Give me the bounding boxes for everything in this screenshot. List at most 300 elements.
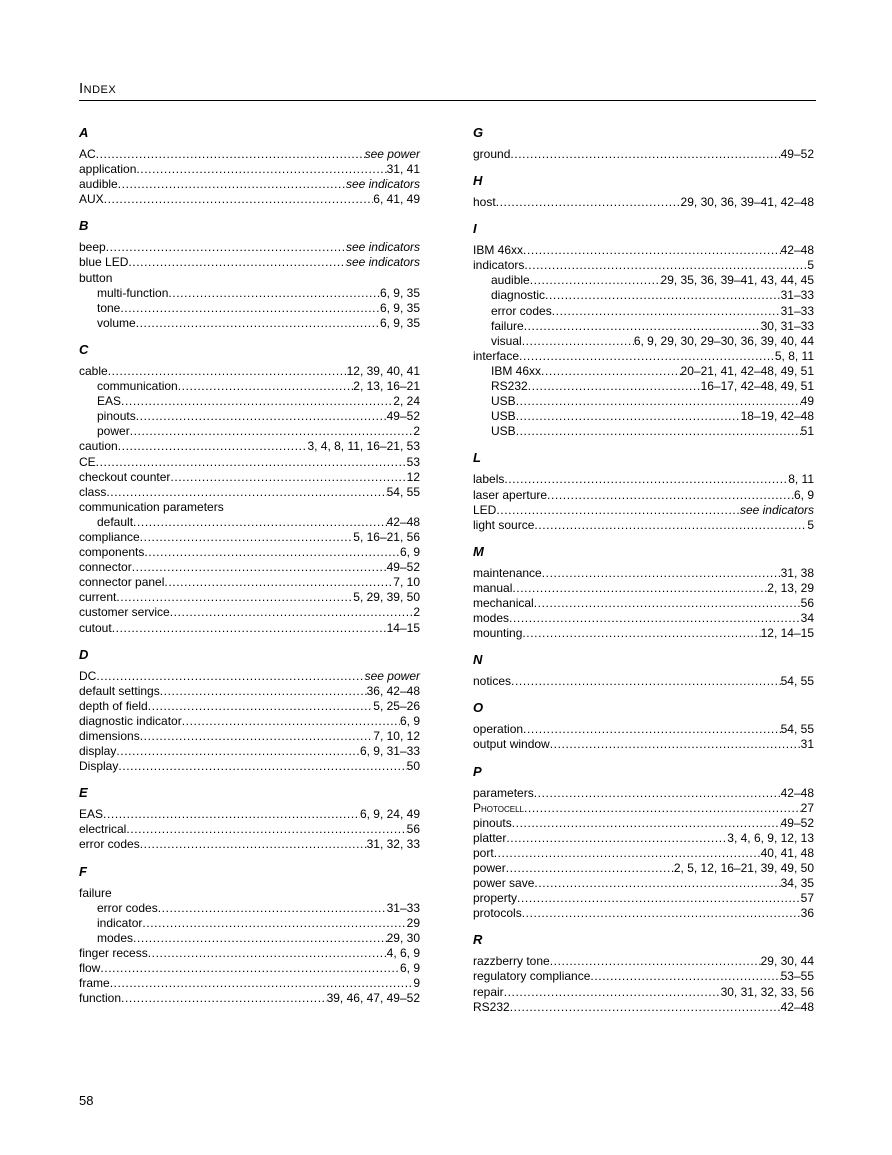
index-pages: see power <box>364 668 420 683</box>
dot-leader <box>534 518 807 533</box>
dot-leader <box>170 470 406 485</box>
index-entry <box>79 605 420 620</box>
index-term: manual <box>473 580 513 595</box>
index-entry <box>473 891 814 906</box>
dot-leader <box>590 969 780 984</box>
index-pages: see power <box>364 147 420 161</box>
index-pages: 2 <box>413 605 420 620</box>
index-term: mechanical <box>473 595 534 610</box>
index-term: USB <box>491 424 516 439</box>
index-entry <box>79 590 420 605</box>
index-section-b <box>79 216 420 331</box>
index-section-e <box>79 783 420 852</box>
index-term: maintenance <box>473 565 542 580</box>
dot-leader <box>128 255 346 270</box>
index-pages: 12, 14–15 <box>760 626 814 641</box>
dot-leader <box>516 409 741 424</box>
dot-leader <box>524 319 761 334</box>
dot-leader <box>534 786 781 801</box>
index-pages: 31 <box>800 737 814 752</box>
index-section-r <box>473 930 814 1014</box>
index-pages: 36, 42–48 <box>366 683 420 698</box>
index-term: volume <box>97 315 136 330</box>
index-entry <box>79 684 420 699</box>
index-term: LED <box>473 502 497 517</box>
index-entry <box>473 503 814 518</box>
index-pages: 49 <box>800 394 814 409</box>
dot-leader <box>524 258 807 273</box>
index-subentry <box>79 931 420 946</box>
dot-leader <box>516 424 801 439</box>
index-pages: 54, 55 <box>780 722 814 737</box>
index-section-g <box>473 123 814 162</box>
index-entry <box>79 729 420 744</box>
dot-leader <box>118 439 308 454</box>
index-entry <box>79 621 420 636</box>
index-section-p <box>473 762 814 922</box>
index-subentry <box>79 916 420 931</box>
index-term: components <box>79 545 145 560</box>
section-letter: G <box>473 125 484 140</box>
index-subentry <box>473 319 814 334</box>
index-term: IBM 46xx <box>473 243 524 258</box>
dot-leader <box>106 240 346 255</box>
index-pages: 50 <box>406 759 420 774</box>
index-term: blue LED <box>79 255 129 270</box>
dot-leader <box>116 744 360 759</box>
index-entry <box>79 455 420 470</box>
index-column-right <box>473 123 814 1024</box>
index-term: connector <box>79 560 132 575</box>
index-term: diagnostic <box>491 288 546 303</box>
index-section-d <box>79 645 420 775</box>
index-pages: 5, 25–26 <box>373 698 420 713</box>
index-entry <box>79 807 420 822</box>
index-pages: 7, 10, 12 <box>373 729 420 743</box>
index-pages: 27 <box>800 800 814 815</box>
index-term: Display <box>79 759 119 774</box>
dot-leader <box>158 901 387 916</box>
index-pages: 42–48 <box>386 514 420 529</box>
index-entry <box>79 837 420 852</box>
index-term: platter <box>473 830 507 845</box>
dot-leader <box>496 195 681 210</box>
index-pages: 39, 46, 47, 49–52 <box>326 991 420 1006</box>
index-entry <box>79 364 420 379</box>
dot-leader <box>523 243 781 258</box>
dot-leader <box>504 472 788 487</box>
index-entry <box>79 271 420 286</box>
dot-leader <box>517 891 801 906</box>
dot-leader <box>140 530 354 545</box>
dot-leader <box>552 304 781 319</box>
index-term: modes <box>97 930 134 945</box>
dot-leader <box>519 349 775 364</box>
index-pages: 16–17, 42–48, 49, 51 <box>700 379 814 394</box>
section-letter: N <box>473 652 483 668</box>
index-entry <box>473 611 814 626</box>
dot-leader <box>530 273 661 288</box>
index-entry <box>79 500 420 515</box>
index-subentry <box>473 364 814 379</box>
index-term: button <box>79 270 113 285</box>
index-entry <box>473 722 814 737</box>
index-pages: 34, 35 <box>780 876 814 891</box>
dot-leader <box>545 288 781 303</box>
index-term: frame <box>79 976 110 991</box>
index-subentry <box>79 301 420 316</box>
dot-leader <box>523 722 781 737</box>
index-term: ground <box>473 147 511 161</box>
index-term: parameters <box>473 785 534 800</box>
dot-leader <box>522 334 634 349</box>
index-term: indicator <box>97 915 143 930</box>
dot-leader <box>160 684 367 699</box>
index-pages: 53–55 <box>780 969 814 984</box>
index-entry <box>473 626 814 641</box>
index-term: RS232 <box>491 379 528 394</box>
dot-leader <box>541 364 681 379</box>
index-subentry <box>79 379 420 394</box>
dot-leader <box>494 846 761 861</box>
index-subentry <box>79 515 420 530</box>
index-subentry <box>79 409 420 424</box>
index-pages: 2 <box>413 424 420 439</box>
dot-leader <box>118 177 346 192</box>
index-term: function <box>79 991 122 1006</box>
dot-leader <box>126 822 406 837</box>
index-pages: 29, 30 <box>386 930 420 945</box>
index-pages: 49–52 <box>386 560 420 575</box>
index-pages: 6, 9 <box>399 545 420 560</box>
dot-leader <box>136 316 380 331</box>
index-pages: 40, 41, 48 <box>760 845 814 860</box>
index-subentry <box>473 273 814 288</box>
index-pages: 53 <box>406 454 420 469</box>
index-pages: 6, 9 <box>793 487 814 502</box>
index-pages: 2, 13, 16–21 <box>353 379 420 394</box>
index-entry <box>473 985 814 1000</box>
index-term: laser aperture <box>473 487 548 502</box>
index-term: connector panel <box>79 575 165 590</box>
index-term: AC <box>79 147 96 161</box>
index-pages: see indicators <box>739 502 814 517</box>
index-pages: 6, 41, 49 <box>373 192 420 207</box>
dot-leader <box>178 379 354 394</box>
index-term: depth of field <box>79 698 148 713</box>
index-pages: see indicators <box>345 240 420 255</box>
index-term: audible <box>79 177 118 192</box>
index-entry <box>79 991 420 1006</box>
index-subentry <box>473 409 814 424</box>
index-entry <box>79 961 420 976</box>
index-pages: 20–21, 41, 42–48, 49, 51 <box>680 363 814 378</box>
index-pages: 5, 29, 39, 50 <box>353 590 420 605</box>
header-title: Index <box>79 80 117 97</box>
index-entry <box>473 674 814 689</box>
dot-leader <box>136 409 387 424</box>
index-term: dimensions <box>79 729 140 743</box>
dot-leader <box>506 831 727 846</box>
index-section-o <box>473 698 814 752</box>
index-pages: 12 <box>406 469 420 484</box>
dot-leader <box>524 801 801 816</box>
index-entry <box>473 472 814 487</box>
index-pages: 54, 55 <box>780 674 814 689</box>
index-term: RS232 <box>473 999 510 1014</box>
index-term: operation <box>473 722 524 737</box>
index-pages: 6, 9 <box>399 713 420 728</box>
index-term: light source <box>473 517 535 532</box>
index-term: flow <box>79 961 101 976</box>
index-pages: 36 <box>800 906 814 921</box>
index-pages: 49–52 <box>386 409 420 424</box>
index-pages: 30, 31–33 <box>760 318 814 333</box>
index-entry <box>473 518 814 533</box>
index-term: error codes <box>97 900 158 915</box>
index-term: labels <box>473 472 505 487</box>
dot-leader <box>106 485 386 500</box>
dot-leader <box>112 621 387 636</box>
page-number: 58 <box>79 1093 94 1108</box>
dot-leader <box>130 424 414 439</box>
index-entry <box>79 669 420 684</box>
index-entry <box>473 801 814 816</box>
index-pages: 31–33 <box>780 288 814 303</box>
index-term: compliance <box>79 529 140 544</box>
dot-leader <box>116 590 353 605</box>
index-entry <box>473 147 814 162</box>
index-term: port <box>473 845 494 860</box>
index-entry <box>473 954 814 969</box>
dot-leader <box>182 714 400 729</box>
index-entry <box>79 192 420 207</box>
index-term: regulatory compliance <box>473 969 591 984</box>
index-section-a <box>79 123 420 207</box>
dot-leader <box>510 147 780 162</box>
dot-leader <box>140 837 367 852</box>
index-subentry <box>473 288 814 303</box>
index-pages: 42–48 <box>780 243 814 258</box>
dot-leader <box>96 669 364 684</box>
dot-leader <box>103 807 360 822</box>
dot-leader <box>550 737 801 752</box>
index-entry <box>79 946 420 961</box>
index-term: multi-function <box>97 285 169 300</box>
index-entry <box>79 575 420 590</box>
dot-leader <box>140 729 374 744</box>
index-section-m <box>473 542 814 641</box>
index-entry <box>473 258 814 273</box>
dot-leader <box>534 876 780 891</box>
index-term: USB <box>491 394 516 409</box>
index-entry <box>79 162 420 177</box>
index-pages: 56 <box>800 595 814 610</box>
index-entry <box>473 737 814 752</box>
index-pages: 5 <box>807 517 814 532</box>
index-pages: 6, 9, 31–33 <box>359 744 420 759</box>
dot-leader <box>164 575 393 590</box>
dot-leader <box>120 301 380 316</box>
index-term: class <box>79 484 107 499</box>
index-pages: 56 <box>406 822 420 837</box>
index-entry <box>473 581 814 596</box>
index-term: diagnostic indicator <box>79 713 182 728</box>
index-subentry <box>79 394 420 409</box>
index-section-n <box>473 650 814 689</box>
dot-leader <box>504 985 721 1000</box>
index-term: failure <box>79 885 112 900</box>
index-subentry <box>473 379 814 394</box>
index-term: property <box>473 891 518 906</box>
dot-leader <box>104 192 374 207</box>
index-pages: 8, 11 <box>788 472 814 487</box>
index-subentry <box>473 304 814 319</box>
index-pages: 5 <box>807 258 814 273</box>
section-letter: B <box>79 218 89 234</box>
dot-leader <box>510 1000 781 1015</box>
dot-leader <box>506 861 674 876</box>
index-entry <box>473 816 814 831</box>
index-entry <box>473 488 814 503</box>
dot-leader <box>133 515 387 530</box>
index-term: CE <box>79 454 96 469</box>
index-entry <box>79 439 420 454</box>
index-section-h <box>473 171 814 210</box>
index-entry <box>79 560 420 575</box>
section-letter: C <box>79 341 89 357</box>
page-header <box>79 80 816 101</box>
index-term: failure <box>491 318 524 333</box>
index-term: default <box>97 514 134 529</box>
index-entry <box>79 886 420 901</box>
dot-leader <box>168 286 380 301</box>
index-term: pinouts <box>473 815 512 830</box>
section-letter: H <box>473 173 483 189</box>
index-term: cable <box>79 363 108 378</box>
dot-leader <box>133 931 387 946</box>
index-term: razzberry tone <box>473 954 550 969</box>
index-pages: 57 <box>800 891 814 906</box>
index-pages: 31–33 <box>780 303 814 318</box>
index-pages: 6, 9, 29, 30, 29–30, 36, 39, 40, 44 <box>633 333 814 348</box>
index-pages: 2, 5, 12, 16–21, 39, 49, 50 <box>673 861 814 875</box>
dot-leader <box>170 605 414 620</box>
index-pages: 3, 4, 6, 9, 12, 13 <box>727 830 814 845</box>
index-term: customer service <box>79 605 170 620</box>
index-entry <box>79 759 420 774</box>
dot-leader <box>496 503 740 518</box>
index-term: application <box>79 162 137 177</box>
index-term: display <box>79 744 117 759</box>
index-term: USB <box>491 409 516 424</box>
index-term: AUX <box>79 192 104 207</box>
index-subentry <box>79 424 420 439</box>
index-term: default settings <box>79 683 160 698</box>
dot-leader <box>132 560 387 575</box>
dot-leader <box>121 991 327 1006</box>
dot-leader <box>550 954 761 969</box>
index-entry <box>473 349 814 364</box>
index-pages: 9 <box>413 976 420 991</box>
index-entry <box>473 566 814 581</box>
index-section-f <box>79 862 420 1007</box>
index-pages: 6, 9, 35 <box>379 315 420 330</box>
section-letter: D <box>79 646 89 662</box>
index-pages: 6, 9 <box>399 961 420 976</box>
index-entry <box>473 831 814 846</box>
dot-leader <box>96 455 407 470</box>
index-entry <box>473 195 814 210</box>
dot-leader <box>142 916 406 931</box>
index-pages: 30, 31, 32, 33, 56 <box>720 984 814 999</box>
index-term: pinouts <box>97 409 136 424</box>
index-entry <box>79 714 420 729</box>
dot-leader <box>148 946 387 961</box>
index-subentry <box>473 394 814 409</box>
index-pages: 3, 4, 8, 11, 16–21, 53 <box>307 439 420 454</box>
index-entry <box>79 530 420 545</box>
index-term: EAS <box>97 394 122 409</box>
index-pages: 6, 9, 24, 49 <box>359 807 420 822</box>
index-pages: 29, 30, 44 <box>760 954 814 969</box>
index-entry <box>79 147 420 162</box>
index-entry <box>79 822 420 837</box>
dot-leader <box>528 379 701 394</box>
index-term: current <box>79 590 117 605</box>
index-term: finger recess <box>79 945 148 960</box>
index-pages: 29 <box>406 915 420 930</box>
dot-leader <box>100 961 400 976</box>
index-pages: 18–19, 42–48 <box>740 409 814 424</box>
section-letter: A <box>79 125 89 140</box>
index-pages: 31, 32, 33 <box>366 837 420 852</box>
index-term: interface <box>473 348 520 363</box>
index-entry <box>79 485 420 500</box>
dot-leader <box>542 566 781 581</box>
index-pages: see indicators <box>345 177 420 192</box>
index-pages: 4, 6, 9 <box>386 945 420 960</box>
index-term: error codes <box>491 303 552 318</box>
index-pages: see indicators <box>345 255 420 270</box>
index-subentry <box>79 901 420 916</box>
index-subentry <box>79 316 420 331</box>
index-pages: 12, 39, 40, 41 <box>346 363 420 378</box>
dot-leader <box>118 759 406 774</box>
index-entry <box>79 240 420 255</box>
section-letter: L <box>473 450 481 466</box>
index-term: visual <box>491 333 522 348</box>
index-term: communication parameters <box>79 499 224 514</box>
dot-leader <box>511 674 781 689</box>
section-letter: R <box>473 932 483 948</box>
index-subentry <box>473 424 814 439</box>
index-term: checkout counter <box>79 469 171 484</box>
section-letter: F <box>79 863 87 879</box>
index-pages: 34 <box>800 611 814 626</box>
index-term: communication <box>97 379 178 394</box>
index-term: DC <box>79 668 97 683</box>
index-entry <box>79 177 420 192</box>
index-term: host <box>473 195 496 210</box>
index-entry <box>79 470 420 485</box>
index-pages: 54, 55 <box>386 484 420 499</box>
index-pages: 7, 10 <box>393 575 420 590</box>
index-entry <box>473 876 814 891</box>
index-entry <box>473 1000 814 1015</box>
index-pages: 31, 41 <box>386 162 420 177</box>
dot-leader <box>534 596 801 611</box>
